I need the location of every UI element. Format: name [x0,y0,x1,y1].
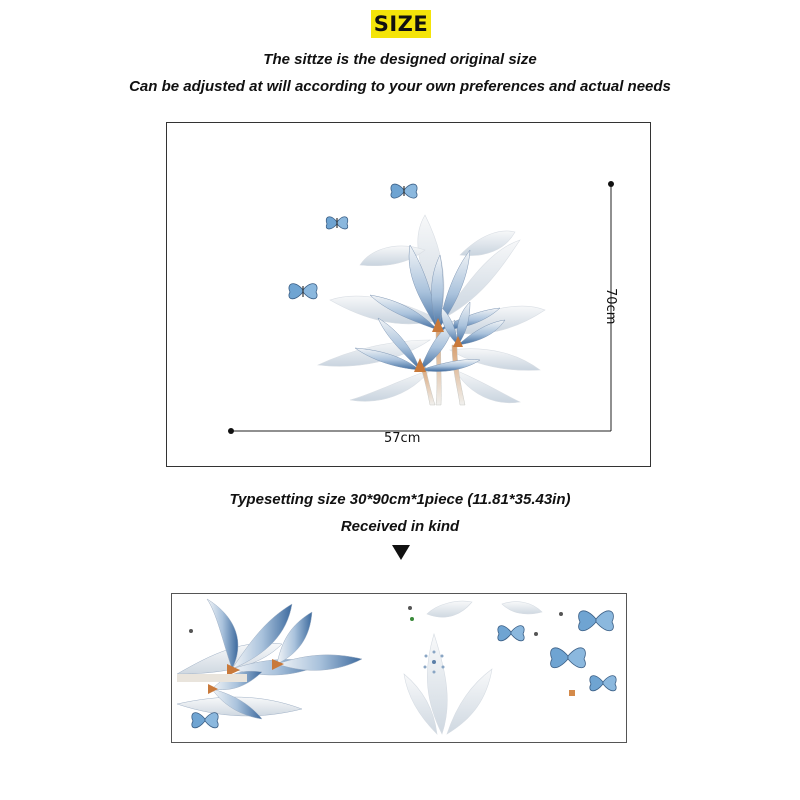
butterfly-icon [498,626,524,641]
decal-sheet-artwork [172,594,627,743]
butterfly-icon [326,217,348,229]
decal-sheet [171,593,627,743]
typesetting-size: Typesetting size 30*90cm*1piece (11.81*35.43in) [229,491,571,508]
width-dimension-label: 57cm [384,431,421,446]
butterfly-icon [289,284,317,299]
received-in-kind: Received in kind [340,518,460,535]
size-title-text: SIZE [373,12,429,36]
dimension-lines [228,181,614,434]
down-triangle-icon [392,545,410,560]
original-size-note: The sittze is the designed original size [263,51,537,68]
flower-illustration [318,215,545,405]
butterfly-icon [590,676,616,691]
height-dimension-label: 70cm [603,288,618,325]
butterfly-icon [391,184,417,198]
butterfly-icon [551,648,586,668]
butterfly-icon [192,713,218,728]
butterfly-icon [579,611,614,631]
adjustable-note: Can be adjusted at will according to your own preferences and actual needs [129,78,671,95]
